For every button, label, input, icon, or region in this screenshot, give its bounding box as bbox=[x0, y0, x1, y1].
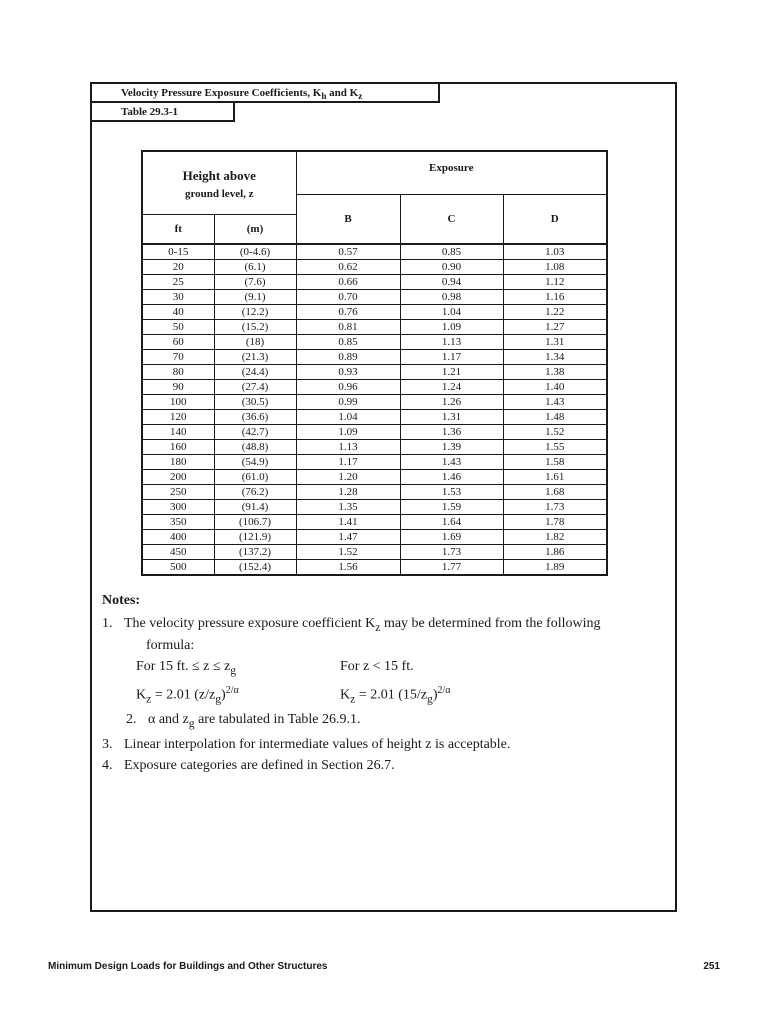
cell-d: 1.78 bbox=[503, 515, 607, 530]
cell-c: 1.69 bbox=[400, 530, 503, 545]
cell-b: 1.09 bbox=[296, 425, 400, 440]
cell-d: 1.34 bbox=[503, 350, 607, 365]
cell-b: 0.89 bbox=[296, 350, 400, 365]
cell-m: (61.0) bbox=[214, 470, 296, 485]
table-row bbox=[142, 470, 607, 485]
note-2-number: 2. bbox=[126, 712, 137, 728]
table-row bbox=[142, 305, 607, 320]
table-row bbox=[142, 500, 607, 515]
table-row bbox=[142, 545, 607, 560]
cell-c: 1.09 bbox=[400, 320, 503, 335]
formula-1-label bbox=[102, 658, 340, 680]
cell-d: 1.86 bbox=[503, 545, 607, 560]
col-c-header: C bbox=[400, 195, 503, 245]
note-1-sub: z bbox=[375, 620, 381, 634]
cell-c: 1.17 bbox=[400, 350, 503, 365]
cell-d: 1.61 bbox=[503, 470, 607, 485]
cell-m: (76.2) bbox=[214, 485, 296, 500]
f1-eq-a: K bbox=[136, 687, 147, 703]
title-sub-h: h bbox=[321, 91, 327, 102]
table-title bbox=[90, 82, 440, 103]
cell-b: 1.13 bbox=[296, 440, 400, 455]
exposure-header: Exposure bbox=[296, 151, 607, 195]
cell-m: (121.9) bbox=[214, 530, 296, 545]
cell-ft: 400 bbox=[142, 530, 214, 545]
f2-eq-sup: 2/α bbox=[437, 684, 451, 696]
height-header bbox=[142, 151, 296, 215]
cell-ft: 0-15 bbox=[142, 244, 214, 260]
table-row bbox=[142, 365, 607, 380]
formula-1-label-text: For 15 ft. ≤ z ≤ z bbox=[136, 658, 231, 674]
cell-m: (7.6) bbox=[214, 275, 296, 290]
cell-d: 1.55 bbox=[503, 440, 607, 455]
cell-d: 1.12 bbox=[503, 275, 607, 290]
col-m-header: (m) bbox=[214, 215, 296, 245]
cell-b: 0.57 bbox=[296, 244, 400, 260]
table-row bbox=[142, 275, 607, 290]
cell-m: (21.3) bbox=[214, 350, 296, 365]
cell-ft: 40 bbox=[142, 305, 214, 320]
cell-b: 1.35 bbox=[296, 500, 400, 515]
cell-c: 1.24 bbox=[400, 380, 503, 395]
note-1 bbox=[102, 615, 662, 655]
cell-m: (42.7) bbox=[214, 425, 296, 440]
table-row bbox=[142, 380, 607, 395]
col-d-header: D bbox=[503, 195, 607, 245]
note-1-number: 1. bbox=[102, 616, 113, 631]
table-row bbox=[142, 395, 607, 410]
col-ft-header: ft bbox=[142, 215, 214, 245]
formula-labels bbox=[102, 658, 662, 680]
cell-ft: 180 bbox=[142, 455, 214, 470]
cell-d: 1.89 bbox=[503, 560, 607, 576]
cell-c: 1.39 bbox=[400, 440, 503, 455]
cell-m: (0-4.6) bbox=[214, 244, 296, 260]
cell-b: 1.47 bbox=[296, 530, 400, 545]
formula-1-equation bbox=[102, 682, 340, 708]
note-2-text-b: are tabulated in Table 26.9.1. bbox=[194, 712, 361, 728]
cell-b: 1.56 bbox=[296, 560, 400, 576]
f2-eq-a: K bbox=[340, 687, 351, 703]
title-sub-z: z bbox=[358, 91, 363, 102]
cell-ft: 70 bbox=[142, 350, 214, 365]
cell-c: 1.26 bbox=[400, 395, 503, 410]
cell-m: (54.9) bbox=[214, 455, 296, 470]
cell-ft: 160 bbox=[142, 440, 214, 455]
exposure-coefficient-table bbox=[141, 150, 608, 576]
cell-d: 1.22 bbox=[503, 305, 607, 320]
cell-b: 0.99 bbox=[296, 395, 400, 410]
table-row bbox=[142, 320, 607, 335]
cell-ft: 250 bbox=[142, 485, 214, 500]
table-row bbox=[142, 335, 607, 350]
cell-b: 0.96 bbox=[296, 380, 400, 395]
cell-m: (9.1) bbox=[214, 290, 296, 305]
note-3-text: Linear interpolation for intermediate values of height z is acceptable. bbox=[124, 736, 511, 752]
cell-c: 1.77 bbox=[400, 560, 503, 576]
cell-ft: 120 bbox=[142, 410, 214, 425]
cell-d: 1.40 bbox=[503, 380, 607, 395]
cell-d: 1.73 bbox=[503, 500, 607, 515]
cell-d: 1.82 bbox=[503, 530, 607, 545]
note-3 bbox=[102, 736, 662, 754]
cell-ft: 60 bbox=[142, 335, 214, 350]
formula-1-label-sub: g bbox=[230, 663, 237, 677]
cell-ft: 25 bbox=[142, 275, 214, 290]
cell-ft: 140 bbox=[142, 425, 214, 440]
cell-m: (18) bbox=[214, 335, 296, 350]
cell-m: (36.6) bbox=[214, 410, 296, 425]
cell-c: 0.90 bbox=[400, 260, 503, 275]
table-row bbox=[142, 485, 607, 500]
note-4-number: 4. bbox=[102, 757, 113, 773]
cell-b: 1.04 bbox=[296, 410, 400, 425]
cell-b: 0.70 bbox=[296, 290, 400, 305]
cell-m: (15.2) bbox=[214, 320, 296, 335]
cell-d: 1.48 bbox=[503, 410, 607, 425]
cell-ft: 80 bbox=[142, 365, 214, 380]
table-number: Table 29.3-1 bbox=[90, 101, 235, 122]
cell-m: (106.7) bbox=[214, 515, 296, 530]
table-row bbox=[142, 244, 607, 260]
cell-d: 1.27 bbox=[503, 320, 607, 335]
f2-eq-sub-g: g bbox=[426, 692, 433, 706]
cell-b: 1.28 bbox=[296, 485, 400, 500]
table-row bbox=[142, 560, 607, 576]
formula-2-equation bbox=[340, 682, 578, 708]
page-footer bbox=[48, 961, 720, 972]
note-1-text-a: The velocity pressure exposure coefficient K bbox=[124, 616, 376, 631]
col-b-header: B bbox=[296, 195, 400, 245]
cell-c: 1.13 bbox=[400, 335, 503, 350]
cell-d: 1.58 bbox=[503, 455, 607, 470]
cell-b: 0.62 bbox=[296, 260, 400, 275]
f1-eq-sub-g: g bbox=[215, 692, 222, 706]
footer-book-title: Minimum Design Loads for Buildings and Other Structures bbox=[48, 961, 328, 972]
note-1-text-b: may be determined from the following bbox=[380, 616, 601, 631]
f2-eq-b: = 2.01 (15/z bbox=[355, 687, 427, 703]
note-3-number: 3. bbox=[102, 736, 113, 752]
f2-eq-sub-z: z bbox=[350, 692, 356, 706]
title-and: and K bbox=[326, 87, 359, 99]
table-body bbox=[142, 244, 607, 575]
title-text: Velocity Pressure Exposure Coefficients, K bbox=[121, 87, 322, 99]
formula-equations bbox=[102, 682, 662, 708]
cell-d: 1.52 bbox=[503, 425, 607, 440]
note-4-text: Exposure categories are defined in Section 26.7. bbox=[124, 757, 395, 773]
cell-b: 0.66 bbox=[296, 275, 400, 290]
cell-c: 1.64 bbox=[400, 515, 503, 530]
cell-d: 1.68 bbox=[503, 485, 607, 500]
cell-m: (30.5) bbox=[214, 395, 296, 410]
cell-d: 1.38 bbox=[503, 365, 607, 380]
notes-section bbox=[102, 592, 662, 778]
cell-m: (27.4) bbox=[214, 380, 296, 395]
height-title: Height above bbox=[182, 168, 256, 183]
cell-c: 1.73 bbox=[400, 545, 503, 560]
cell-c: 1.04 bbox=[400, 305, 503, 320]
cell-m: (12.2) bbox=[214, 305, 296, 320]
cell-b: 1.52 bbox=[296, 545, 400, 560]
cell-ft: 500 bbox=[142, 560, 214, 576]
cell-b: 0.76 bbox=[296, 305, 400, 320]
cell-ft: 30 bbox=[142, 290, 214, 305]
cell-b: 1.20 bbox=[296, 470, 400, 485]
cell-b: 0.93 bbox=[296, 365, 400, 380]
cell-ft: 100 bbox=[142, 395, 214, 410]
note-4 bbox=[102, 757, 662, 775]
cell-c: 1.59 bbox=[400, 500, 503, 515]
cell-m: (137.2) bbox=[214, 545, 296, 560]
cell-ft: 200 bbox=[142, 470, 214, 485]
cell-ft: 90 bbox=[142, 380, 214, 395]
cell-d: 1.08 bbox=[503, 260, 607, 275]
f1-eq-b: = 2.01 (z/z bbox=[151, 687, 216, 703]
table-row bbox=[142, 530, 607, 545]
cell-ft: 350 bbox=[142, 515, 214, 530]
cell-b: 0.81 bbox=[296, 320, 400, 335]
note-2 bbox=[102, 711, 662, 733]
table-row bbox=[142, 455, 607, 470]
cell-ft: 300 bbox=[142, 500, 214, 515]
f1-eq-sup: 2/α bbox=[225, 684, 239, 696]
cell-c: 1.53 bbox=[400, 485, 503, 500]
cell-m: (24.4) bbox=[214, 365, 296, 380]
f2-eq-c: ) bbox=[432, 687, 438, 703]
cell-b: 1.41 bbox=[296, 515, 400, 530]
cell-m: (152.4) bbox=[214, 560, 296, 576]
cell-c: 0.98 bbox=[400, 290, 503, 305]
cell-c: 1.36 bbox=[400, 425, 503, 440]
cell-c: 1.46 bbox=[400, 470, 503, 485]
table-row bbox=[142, 260, 607, 275]
note-2-sub: g bbox=[188, 716, 195, 730]
f1-eq-c: ) bbox=[221, 687, 226, 703]
height-subtitle: ground level, z bbox=[184, 188, 254, 200]
table-row bbox=[142, 410, 607, 425]
cell-m: (91.4) bbox=[214, 500, 296, 515]
table-row bbox=[142, 440, 607, 455]
cell-d: 1.16 bbox=[503, 290, 607, 305]
table-row bbox=[142, 515, 607, 530]
footer-page-number: 251 bbox=[703, 961, 720, 972]
cell-c: 0.85 bbox=[400, 244, 503, 260]
cell-ft: 450 bbox=[142, 545, 214, 560]
cell-d: 1.31 bbox=[503, 335, 607, 350]
formula-2-label: For z < 15 ft. bbox=[340, 658, 414, 674]
cell-d: 1.43 bbox=[503, 395, 607, 410]
cell-m: (6.1) bbox=[214, 260, 296, 275]
cell-c: 0.94 bbox=[400, 275, 503, 290]
cell-d: 1.03 bbox=[503, 244, 607, 260]
cell-ft: 20 bbox=[142, 260, 214, 275]
cell-b: 0.85 bbox=[296, 335, 400, 350]
cell-b: 1.17 bbox=[296, 455, 400, 470]
cell-c: 1.43 bbox=[400, 455, 503, 470]
cell-m: (48.8) bbox=[214, 440, 296, 455]
cell-c: 1.21 bbox=[400, 365, 503, 380]
cell-ft: 50 bbox=[142, 320, 214, 335]
f1-eq-sub-z: z bbox=[146, 692, 152, 706]
note-1-continuation: formula: bbox=[146, 637, 195, 653]
table-row bbox=[142, 350, 607, 365]
table-row bbox=[142, 425, 607, 440]
cell-c: 1.31 bbox=[400, 410, 503, 425]
table-row bbox=[142, 290, 607, 305]
notes-title: Notes: bbox=[102, 593, 141, 608]
note-2-text-a: α and z bbox=[148, 712, 189, 728]
